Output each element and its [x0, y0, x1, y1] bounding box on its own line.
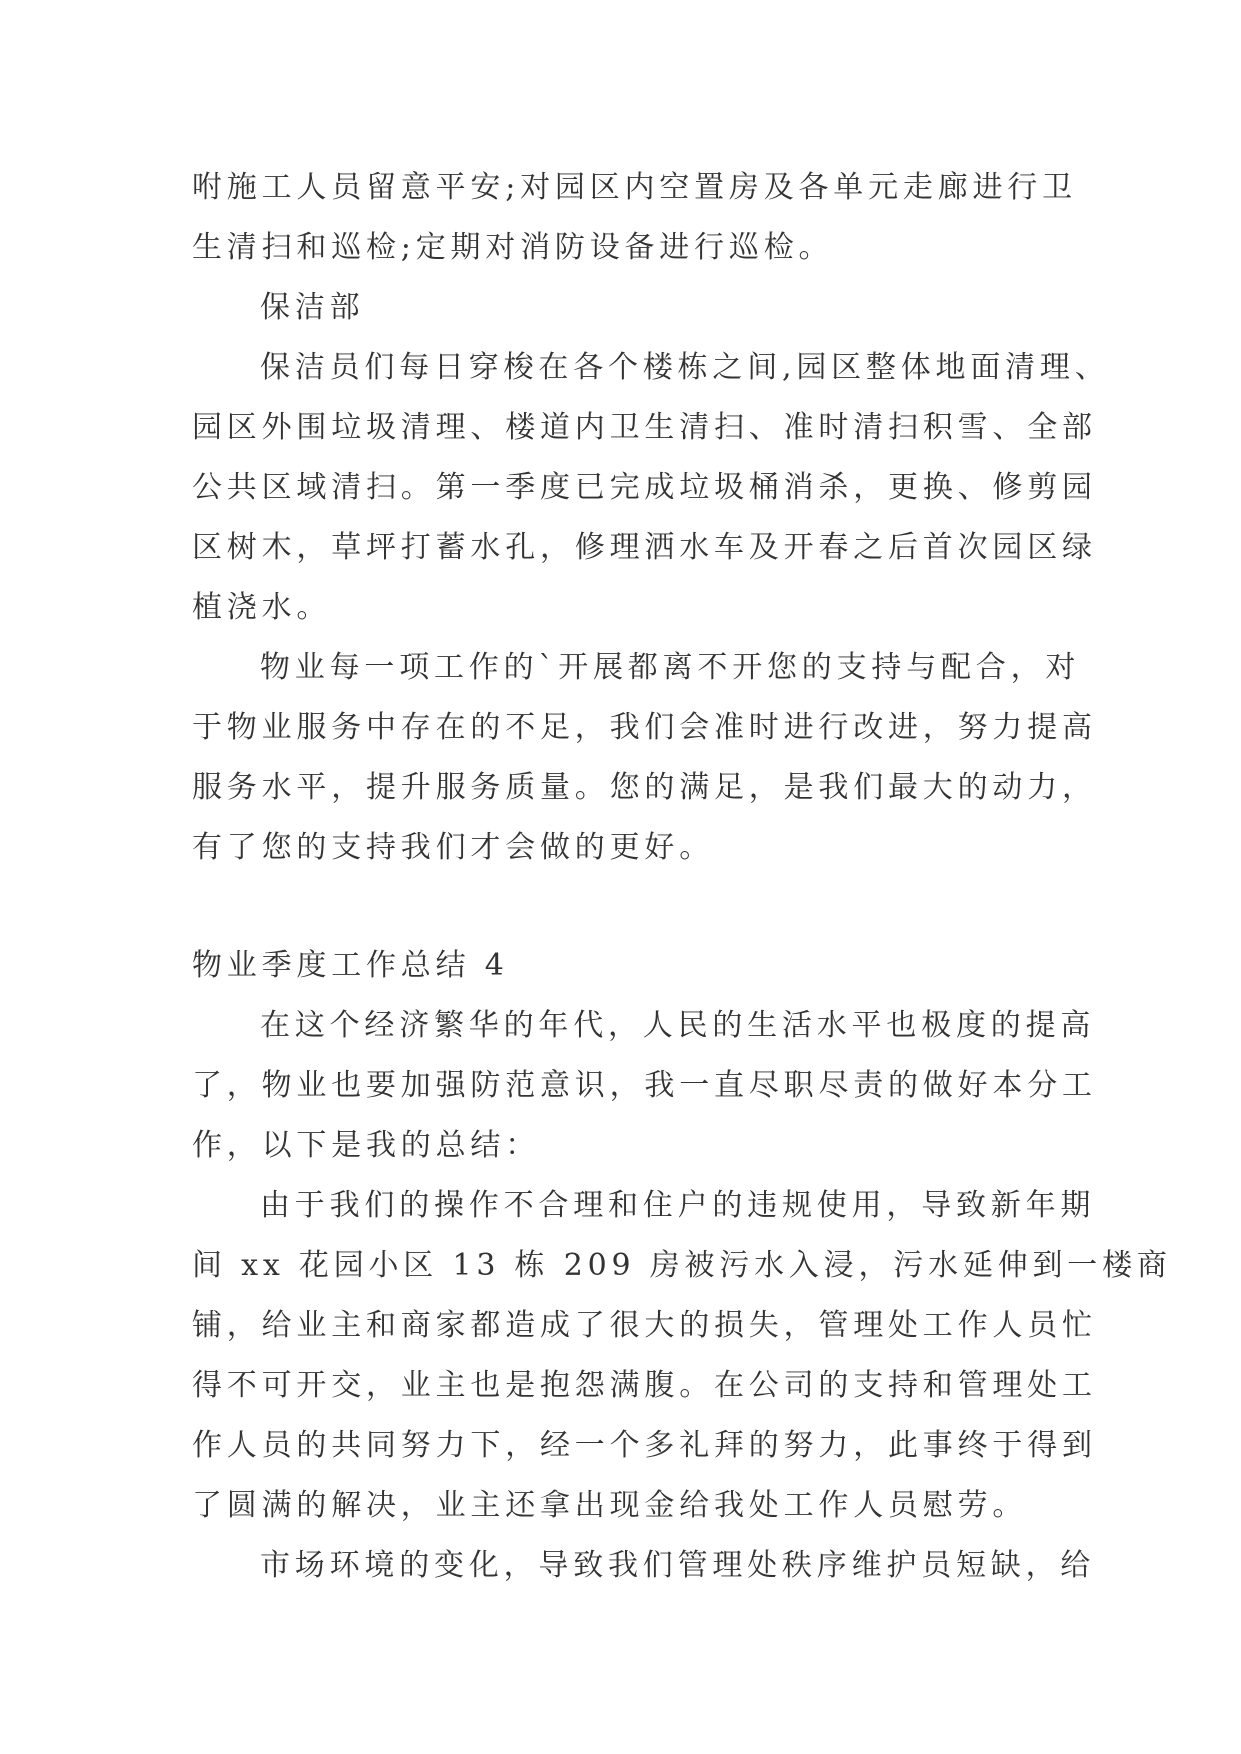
- body-text-line: 植浇水。: [192, 590, 332, 625]
- body-text-line: 服务水平，提升服务质量。您的满足，是我们最大的动力，: [192, 770, 1097, 805]
- body-text-line: 由于我们的操作不合理和住户的违规使用，导致新年期: [260, 1188, 1096, 1223]
- paragraph-gap: [192, 878, 1072, 936]
- body-text-line: 在这个经济繁华的年代，人民的生活水平也极度的提高: [260, 1008, 1096, 1043]
- body-text-line: 间 xx 花园小区 13 栋 209 房被污水入浸，污水延伸到一楼商: [192, 1248, 1172, 1283]
- body-text-line: 园区外围垃圾清理、楼道内卫生清扫、准时清扫积雪、全部: [192, 410, 1097, 445]
- body-text-line: 有了您的支持我们才会做的更好。: [192, 830, 714, 865]
- body-text-line: 了圆满的解决，业主还拿出现金给我处工作人员慰劳。: [192, 1488, 1028, 1523]
- body-text-line: 区树木，草坪打蓄水孔，修理洒水车及开春之后首次园区绿: [192, 530, 1097, 565]
- body-text-line: 作人员的共同努力下，经一个多礼拜的努力，此事终于得到: [192, 1428, 1097, 1463]
- body-text-line: 生清扫和巡检;定期对消防设备进行巡检。: [192, 230, 834, 265]
- body-text-line: 市场环境的变化，导致我们管理处秩序维护员短缺，给: [260, 1548, 1096, 1583]
- body-text-line: 得不可开交，业主也是抱怨满腹。在公司的支持和管理处工: [192, 1368, 1097, 1403]
- body-text-line: 铺，给业主和商家都造成了很大的损失，管理处工作人员忙: [192, 1308, 1097, 1343]
- body-text-line: 作，以下是我的总结：: [192, 1128, 540, 1163]
- body-text-line: 了，物业也要加强防范意识，我一直尽职尽责的做好本分工: [192, 1068, 1097, 1103]
- section-heading-cleaning: 保洁部: [260, 290, 365, 325]
- body-text-line: 物业每一项工作的`开展都离不开您的支持与配合，对: [260, 650, 1081, 685]
- body-text-line: 于物业服务中存在的不足，我们会准时进行改进，努力提高: [192, 710, 1097, 745]
- section-title: 物业季度工作总结 4: [192, 948, 509, 983]
- body-text-line: 保洁员们每日穿梭在各个楼栋之间,园区整体地面清理、: [260, 350, 1110, 385]
- body-text-line: 公共区域清扫。第一季度已完成垃圾桶消杀，更换、修剪园: [192, 470, 1097, 505]
- document-body: [192, 158, 1172, 1596]
- body-text-line: 咐施工人员留意平安;对园区内空置房及各单元走廊进行卫: [192, 170, 1077, 205]
